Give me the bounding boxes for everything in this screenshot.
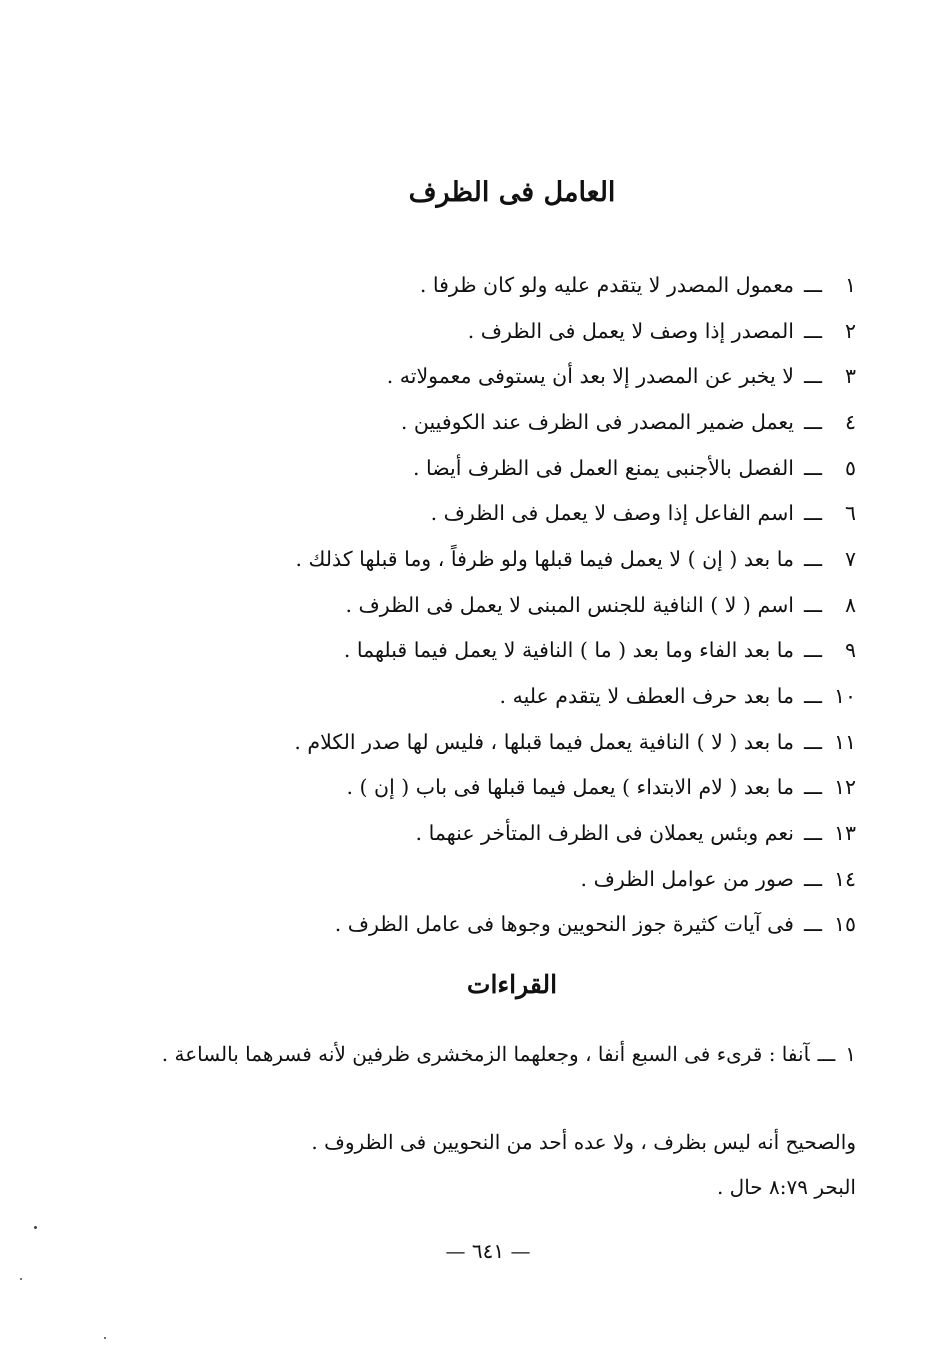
rule-dash: ـــ — [803, 684, 822, 709]
rule-text: فى آيات كثيرة جوز النحويين وجوها فى عامل الظرف . — [334, 912, 794, 937]
rule-dash: ـــ — [803, 501, 822, 526]
rule-text: ما بعد الفاء وما بعد ( ما ) النافية لا يعمل فيما قبلهما . — [343, 638, 794, 663]
rule-number: ١٥ — [833, 912, 856, 937]
rule-dash: ـــ — [803, 318, 822, 343]
rule-text: لا يخبر عن المصدر إلا بعد أن يستوفى معمولاته . — [386, 364, 794, 389]
rule-item — [136, 262, 856, 308]
reading-dash: ـــ — [817, 1042, 836, 1066]
reading-number: ١ — [845, 1042, 856, 1066]
rule-number: ١١ — [833, 729, 856, 754]
rule-text: نعم وبئس يعملان فى الظرف المتأخر عنهما . — [415, 821, 794, 846]
reading-note: والصحيح أنه ليس بظرف ، ولا عده أحد من النحويين فى الظروف . — [311, 1130, 856, 1154]
reading-item — [130, 1032, 856, 1077]
rule-item — [136, 490, 856, 536]
rule-item — [136, 399, 856, 445]
scan-speck — [104, 1337, 106, 1339]
rule-item — [136, 719, 856, 765]
rule-item — [136, 628, 856, 674]
rule-number: ١ — [844, 272, 856, 297]
scan-speck — [34, 1226, 37, 1229]
rule-dash: ـــ — [803, 638, 822, 663]
rule-number: ١٣ — [833, 821, 856, 846]
rule-dash: ـــ — [803, 821, 822, 846]
reading-text: آنفا : قرىء فى السبع أنفا ، وجعلهما الزمخشرى ظرفين لأنه فسرهما بالساعة . — [161, 1042, 810, 1066]
rule-item — [136, 673, 856, 719]
rule-text: يعمل ضمير المصدر فى الظرف عند الكوفيين . — [400, 409, 794, 434]
rule-dash: ـــ — [803, 546, 822, 571]
rule-text: صور من عوامل الظرف . — [580, 866, 794, 891]
rule-item — [136, 353, 856, 399]
rule-text: اسم الفاعل إذا وصف لا يعمل فى الظرف . — [430, 501, 794, 526]
rule-number: ٣ — [844, 364, 856, 389]
rule-number: ٥ — [844, 455, 856, 480]
rule-number: ٧ — [844, 546, 856, 571]
rule-dash: ـــ — [803, 409, 822, 434]
rule-item — [136, 308, 856, 354]
rule-number: ١٠ — [833, 684, 856, 709]
rule-dash: ـــ — [803, 272, 822, 297]
rule-number: ١٢ — [833, 775, 856, 800]
rule-item — [136, 810, 856, 856]
rule-number: ٦ — [844, 501, 856, 526]
section-title: العامل فى الظرف — [408, 177, 616, 208]
rule-dash: ـــ — [803, 912, 822, 937]
scan-speck — [20, 1278, 22, 1280]
rule-item — [136, 902, 856, 948]
rule-item — [136, 856, 856, 902]
rule-text: اسم ( لا ) النافية للجنس المبنى لا يعمل فى الظرف . — [345, 592, 794, 617]
reading-source: البحر ٨:٧٩ حال . — [716, 1175, 856, 1199]
rule-item — [136, 582, 856, 628]
rule-text: الفصل بالأجنبى يمنع العمل فى الظرف أيضا . — [412, 455, 794, 480]
rule-text: ما بعد ( لام الابتداء ) يعمل فيما قبلها فى باب ( إن ) . — [346, 775, 794, 800]
rule-item — [136, 536, 856, 582]
rule-number: ١٤ — [833, 866, 856, 891]
rule-number: ٤ — [844, 409, 856, 434]
rule-dash: ـــ — [803, 775, 822, 800]
rule-item — [136, 445, 856, 491]
rule-text: ما بعد ( لا ) النافية يعمل فيما قبلها ، فليس لها صدر الكلام . — [294, 729, 794, 754]
rule-dash: ـــ — [803, 592, 822, 617]
rule-dash: ـــ — [803, 364, 822, 389]
rules-list — [136, 262, 856, 947]
rule-dash: ـــ — [803, 455, 822, 480]
readings-title: القراءات — [466, 970, 558, 999]
rule-number: ٨ — [844, 592, 856, 617]
rule-text: ما بعد ( إن ) لا يعمل فيما قبلها ولو ظرفاً ، وما قبلها كذلك . — [295, 546, 794, 571]
rule-number: ٢ — [844, 318, 856, 343]
page-number: — ٦٤١ — — [445, 1239, 531, 1263]
rule-dash: ـــ — [803, 866, 822, 891]
rule-dash: ـــ — [803, 729, 822, 754]
rule-item — [136, 765, 856, 811]
rule-text: المصدر إذا وصف لا يعمل فى الظرف . — [467, 318, 794, 343]
rule-number: ٩ — [844, 638, 856, 663]
rule-text: ما بعد حرف العطف لا يتقدم عليه . — [499, 684, 794, 709]
rule-text: معمول المصدر لا يتقدم عليه ولو كان ظرفا . — [419, 272, 794, 297]
